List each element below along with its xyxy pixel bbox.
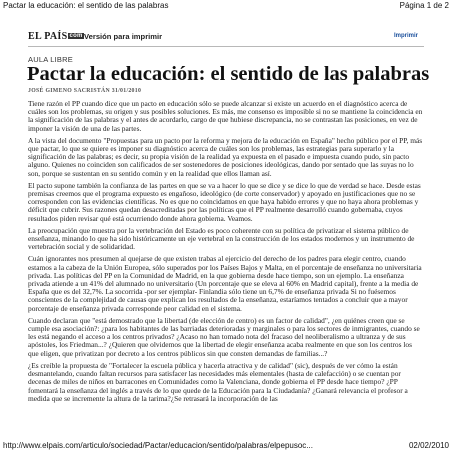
article-paragraph: Cuando declaran que "está demostrado que la libertad (de elección de centro) es un factor de calidad", ¿en quiénes creen que se cumple esa asociación?: ¿para los habitantes de las barriadas deterioradas y marginales o para los sectores de inmigrantes, cuando se les está negando el acceso a los centros privados? ¿Acaso no han tomado nota del fracaso del neoliberalismo a ultranza y de sus apóstoles, los Friedman...? ¿Quieren que olvidemos que la libertad de elegir enseñanza acaba realmente en que son los centros los que eligen, que privatizan por decreto a los centros públicos sin que consten demandas de familias...? xyxy=(28,315,420,358)
article-paragraph: A la vista del documento "Propuestas para un pacto por la reforma y mejora de la educación en España" hecho público por el PP, más que pactar, lo que se quiere es imponer su diagnóstico acerca de cuáles son los problemas, las estrategias para superarlo y la significación de las palabras; es decir, su propia visión de la realidad ya expuesta en el pasado e impuesta cuando pudo, sin pacto alguno. Quienes no coinciden son calificados de ser sostenedores de posiciones ideológicas, dando por sentado que las suyas no lo son, porque se sustentan en su sentido común y en la realidad que ellos llaman así. xyxy=(28,135,423,178)
article-paragraph: La preocupación que muestra por la vertebración del Estado es poco coherente con su política de privatizar el sistema público de enseñanza, minando lo que ha sido históricamente un eje vertebral en la construcción de los estados modernos y un instrumento de vertebración social y de solidaridad. xyxy=(28,225,415,252)
article-paragraph: Tiene razón el PP cuando dice que un pacto en educación sólo se puede alcanzar si existe un acuerdo en el diagnóstico acerca de cuáles son los problemas, su origen y sus posibles soluciones. Es más, me consenso es imposible si no se mantiene la coincidencia en la significación de las palabras y el antes de acordarlo, cargo de que hubiese discrepancia, no se contrastan las posiciones, en vez de imponer la visión de una de las partes. xyxy=(28,100,423,133)
article-byline: JOSÉ GIMENO SACRISTÁN 31/01/2010 xyxy=(28,88,142,94)
article-paragraph: Cuán ignorantes nos presumen al quejarse de que existen trabas al ejercicio del derecho de los padres para elegir centro, cuando estamos a la cabeza de la Unión Europea, sólo superados por los Países Bajos y Malta, en el porcentaje de enseñanza no universitaria privada. Las políticas del PP en la Comunidad de Madrid, en la que gobierna desde hace tiempo, son un ejemplo. La enseñanza privada atiende a un 41% del alumnado no universitario (Un porcentaje que se eleva al 60% en Madrid capital), frente a la media de España que es del 32,7%. La socorrida -por ser ejemplar- Finlandia sólo tiene un 6,7% de enseñanza privada Si no fuésemos conscientes de la complejidad de causas que explican los resultados de la enseñanza, estaríamos tentados a concluir que a mayor porcentaje de enseñanza privada corresponde peor calidad en el sistema. xyxy=(28,254,422,313)
logo-com-badge: com xyxy=(69,33,83,39)
print-version-label: Versión para imprimir xyxy=(84,32,163,41)
print-link[interactable]: Imprimir xyxy=(393,33,418,39)
masthead xyxy=(28,30,424,47)
printed-page xyxy=(0,14,452,438)
article-paragraph: El pacto supone también la confianza de las partes en que se va a hacer lo que se dice y se dice lo que de verdad se hace. Desde estas premisas creemos que el programa expuesto es engañoso, ideológico (de corte conservador) y apoyado en justificaciones que no se corresponden con las evidencias científicas. No es que no coincidamos en que haya habido errores y que no haya ahora problemas y déficit que cubrir. Sus razones quedan desacreditadas por las políticas que el PP realmente desarrolló cuando gobernaba, cuyos resultados piden revisar qué está ocurriendo donde ahora gobierna. Veamos. xyxy=(28,180,421,223)
print-header-page-number: Página 1 de 2 xyxy=(399,1,449,10)
print-header-title: Pactar la educación: el sentido de las palabras xyxy=(3,1,169,10)
print-footer-url[interactable]: http://www.elpais.com/articulo/sociedad/Pactar/educacion/sentido/palabras/elpepusoc... xyxy=(3,441,313,450)
section-label: AULA LIBRE xyxy=(28,55,73,64)
article-title: Pactar la educación: el sentido de las palabras xyxy=(27,63,430,85)
el-pais-logo xyxy=(28,31,84,42)
article-body xyxy=(28,100,424,430)
logo-text: EL PAÍS xyxy=(28,31,68,42)
print-footer xyxy=(3,440,449,452)
print-header xyxy=(3,0,449,12)
article-paragraph: ¿Es creíble la propuesta de "Fortalecer la escuela pública y hacerla atractiva y de calidad" (sic), después de ver cómo la están desmantelando, cuando faltan recursos para satisfacer las necesidades más elementales (hasta de calefacción) o se cuentan por decenas de miles de niños en barracones en Comunidades como la Valenciana, donde gobierna el PP desde hace tiempo? ¿PP fomentará la enseñanza del inglés a través de lo que quede de la Educación para la Ciudadanía? ¿Ganará relevancia el profesor a medida que se incremente la altura de la tarima?¿Se retrasará la incorporación de las xyxy=(28,360,408,403)
print-footer-date: 02/02/2010 xyxy=(408,441,449,450)
